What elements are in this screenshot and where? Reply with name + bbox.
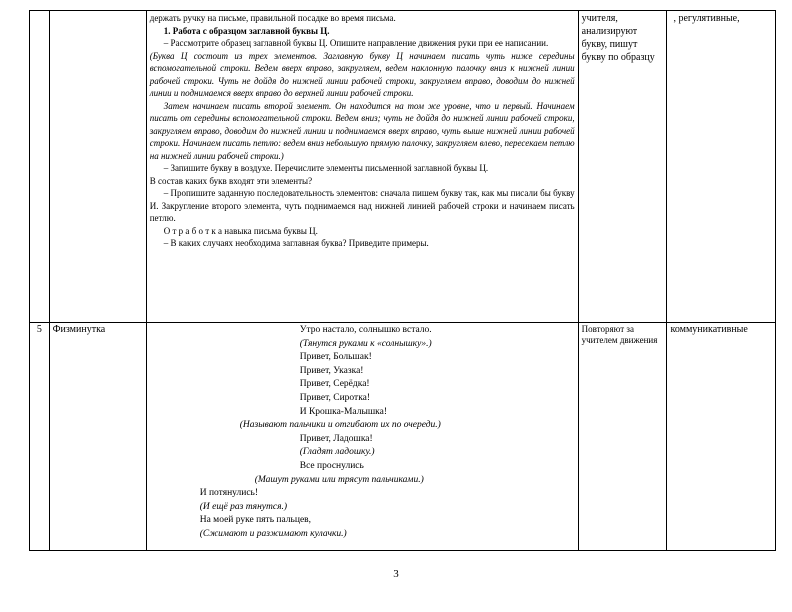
lesson-plan-table: [29, 10, 776, 551]
uud-cell: коммуникативные: [667, 323, 776, 551]
poem-line: (Сжимают и разжимают кулачки.): [199, 528, 347, 539]
poem-line: Утро настало, солнышко встало.: [299, 325, 432, 335]
stage-cell: Физминутка: [49, 323, 146, 551]
paragraph: – В каких случаях необходима заглавная буква? Приведите примеры.: [163, 238, 429, 248]
poem-line: Привет, Указка!: [299, 365, 364, 376]
row-number-cell: [30, 11, 50, 323]
poem-line: (И ещё раз тянутся.): [199, 501, 288, 512]
paragraph: – Запишите букву в воздухе. Перечислите элементы письменной заглавной буквы Ц.: [163, 163, 489, 173]
paragraph: – Пропишите заданную последовательность элементов: сначала пишем букву так, как мы писали бы букву И. Закругление второго элемента, чуть поднимаемся над нижней линией рабочей строки и начинаем писать петлю.: [149, 188, 575, 223]
poem-line: (Тянутся руками к «солнышку».): [299, 338, 432, 349]
student-activity-cell: учителя, анализируют букву, пишут букву по образцу: [578, 11, 667, 323]
poem-line: И потянулись!: [199, 488, 259, 499]
poem-line: (Машут руками или трясут пальчиками.): [254, 474, 424, 485]
poem-line: Все проснулись: [299, 460, 364, 471]
poem-line: И Крошка-Малышка!: [299, 406, 388, 417]
poem-line: Привет, Ладошка!: [299, 433, 373, 444]
poem-line: На моей руке пять пальцев,: [199, 515, 312, 526]
student-activity-cell: Повторяют за учителем движения: [578, 323, 667, 551]
table-row: [30, 11, 776, 323]
poem-line: Привет, Серёдка!: [299, 379, 370, 390]
poem-line: Привет, Большак!: [299, 352, 372, 363]
poem-line: Привет, Сиротка!: [299, 392, 371, 403]
table-row: [30, 323, 776, 551]
paragraph: держать ручку на письме, правильной посадке во время письма.: [149, 13, 396, 23]
poem-line: (Гладят ладошку.): [299, 447, 375, 458]
paragraph: – Рассмотрите образец заглавной буквы Ц. Опишите направление движения руки при ее написании.: [163, 38, 549, 48]
stage-cell: [49, 11, 146, 323]
page-number: 3: [393, 568, 399, 580]
paragraph: О т р а б о т к а навыка письма буквы Ц.: [163, 225, 318, 236]
row-number-cell: 5: [30, 323, 50, 551]
teacher-activity-cell: [146, 323, 578, 551]
paragraph: В состав каких букв входят эти элементы?: [149, 175, 313, 186]
paragraph: 1. Работа с образцом заглавной буквы Ц.: [163, 25, 330, 36]
poem-line: (Называют пальчики и отгибают их по очереди.): [239, 420, 441, 431]
teacher-activity-cell: [146, 11, 578, 323]
paragraph: Затем начинаем писать второй элемент. Он находится на том же уровне, что и первый. Начинаем писать от середины вспомогательной строки. Ведем вниз; чуть не дойдя до нижней линии рабочей строки, закругляем вправо, доводим до нижней линии и поднимаемся вверх вправо, чуть выше нижней линии рабочей строки. Начинаем писать петлю: ведем вниз небольшую прямую палочку, закругляем влево, пересекаем петлю на нижней линии рабочей строки.): [149, 100, 575, 161]
uud-cell: , регулятивные,: [667, 11, 776, 323]
paragraph: (Буква Ц состоит из трех элементов. Заглавную букву Ц начинаем писать чуть ниже середины вспомогательной строки. Ведем вверх вправо, закругляем, ведем наклонную палочку вниз к нижней линии рабочей строки. Чуть не дойдя до нижней линии рабочей строки, закругляем вправо, доводим до нижней линии и поднимаемся вверх вправо до верхней линии рабочей строки.: [149, 50, 575, 98]
